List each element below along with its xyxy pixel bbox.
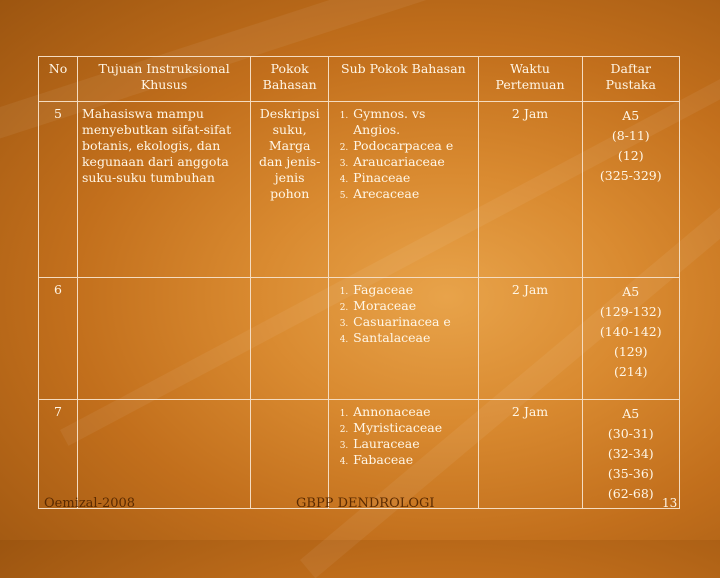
list-item: 2. Moraceae (351, 298, 473, 314)
list-item: 5. Arecaceae (351, 186, 473, 202)
header-pustaka: Daftar Pustaka (582, 57, 679, 102)
reference-line: (325-329) (599, 168, 662, 183)
list-item: 3. Araucariaceae (351, 154, 473, 170)
row-no: 7 (39, 400, 78, 509)
row-pokok-bahasan (251, 400, 329, 509)
table-row (39, 278, 680, 400)
reference-line: (35-36) (607, 466, 654, 481)
list-item: 3. Lauraceae (351, 436, 473, 452)
reference-line: (12) (617, 148, 644, 163)
footer-author: Oemizal-2008 (44, 496, 136, 511)
header-tujuan: Tujuan Instruksional Khusus (77, 57, 250, 102)
header-sub-pokok-bahasan: Sub Pokok Bahasan (329, 57, 478, 102)
row-sub-pokok-bahasan (329, 102, 478, 278)
table-header-row (39, 57, 680, 102)
list-item: 2. Myristicaceae (351, 420, 473, 436)
reference-line: A5 (622, 406, 640, 421)
sub-topic-list (333, 404, 473, 468)
table-row (39, 102, 680, 278)
reference-line: A5 (622, 284, 640, 299)
list-item: 1. Fagaceae (351, 282, 473, 298)
table-row (39, 400, 680, 509)
row-tujuan: Mahasiswa mampu menyebutkan sifat-sifat botanis, ekologis, dan kegunaan dari anggota suku-suku tumbuhan (77, 102, 250, 278)
row-pustaka (582, 102, 679, 278)
reference-line: A5 (622, 108, 640, 123)
row-waktu: 2 Jam (478, 102, 582, 278)
row-pustaka (582, 400, 679, 509)
row-waktu: 2 Jam (478, 400, 582, 509)
list-item: 4. Santalaceae (351, 330, 473, 346)
sub-topic-list (333, 106, 473, 202)
footer-title: GBPP DENDROLOGI (296, 496, 435, 511)
reference-line: (140-142) (599, 324, 662, 339)
row-pustaka (582, 278, 679, 400)
reference-line: (30-31) (607, 426, 654, 441)
row-waktu: 2 Jam (478, 278, 582, 400)
sub-topic-list (333, 282, 473, 346)
reference-line: (8-11) (611, 128, 650, 143)
reference-line: (129-132) (599, 304, 662, 319)
row-no: 5 (39, 102, 78, 278)
list-item: 1. Annonaceae (351, 404, 473, 420)
list-item: 4. Fabaceae (351, 452, 473, 468)
row-tujuan (77, 278, 250, 400)
row-no: 6 (39, 278, 78, 400)
header-waktu: Waktu Pertemuan (478, 57, 582, 102)
row-pokok-bahasan: Deskripsi suku, Marga dan jenis-jenis pohon (251, 102, 329, 278)
reference-line: (214) (613, 364, 648, 379)
list-item: 4. Pinaceae (351, 170, 473, 186)
reference-line: (32-34) (607, 446, 654, 461)
row-sub-pokok-bahasan (329, 400, 478, 509)
reference-line: (129) (613, 344, 648, 359)
row-pokok-bahasan (251, 278, 329, 400)
syllabus-table (38, 56, 680, 509)
row-tujuan (77, 400, 250, 509)
list-item: 1. Gymnos. vs Angios. (351, 106, 473, 138)
reference-line: (62-68) (607, 486, 654, 501)
list-item: 3. Casuarinacea e (351, 314, 473, 330)
list-item: 2. Podocarpacea e (351, 138, 473, 154)
page-number: 13 (662, 496, 678, 510)
header-pokok-bahasan: Pokok Bahasan (251, 57, 329, 102)
row-sub-pokok-bahasan (329, 278, 478, 400)
header-no: No (39, 57, 78, 102)
